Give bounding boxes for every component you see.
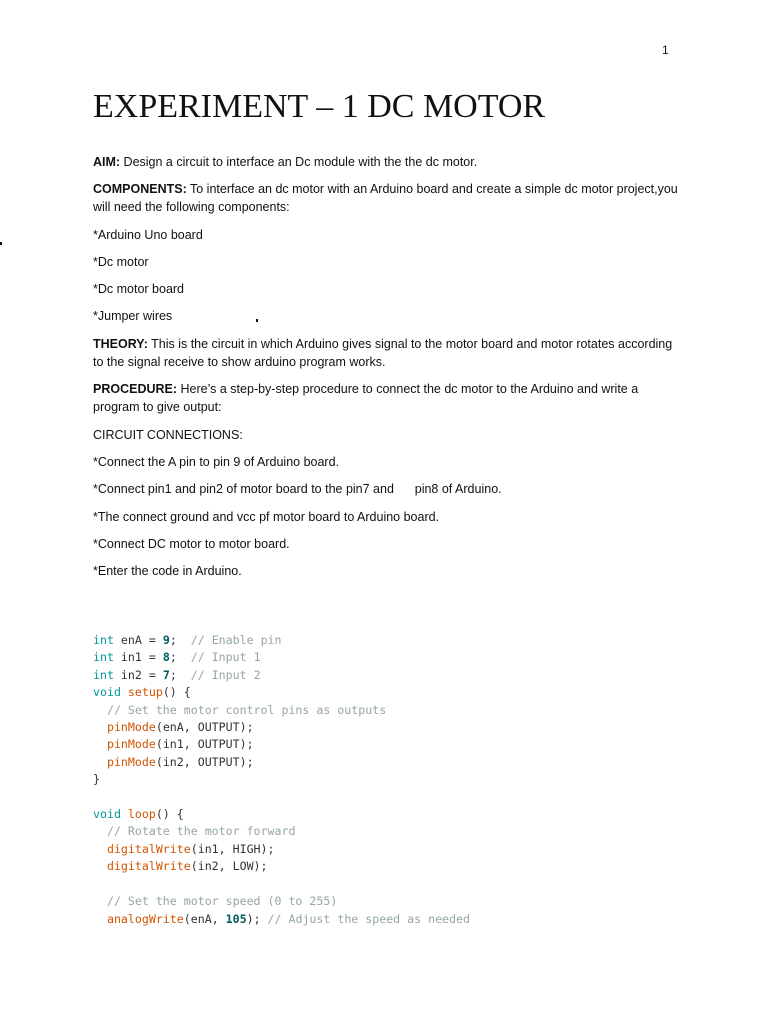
- component-item: *Jumper wires: [93, 309, 173, 323]
- aim-text: Design a circuit to interface an Dc module with the the dc motor.: [120, 155, 478, 169]
- connection-step: *Connect the A pin to pin 9 of Arduino board.: [93, 455, 340, 469]
- stray-dot: [256, 319, 258, 322]
- aim-label: AIM:: [93, 155, 121, 169]
- code-line: int enA = 9; // Enable pin: [93, 633, 282, 647]
- circuit-connections-heading: CIRCUIT CONNECTIONS:: [93, 428, 243, 442]
- code-line: void loop() {: [93, 807, 184, 822]
- component-item: *Arduino Uno board: [93, 228, 203, 242]
- component-item: *Dc motor: [93, 255, 149, 269]
- code-line: // Set the motor control pins as outputs: [106, 702, 387, 717]
- connection-step: *The connect ground and vcc pf motor board to Arduino board.: [93, 510, 440, 524]
- procedure-paragraph: [93, 380, 683, 416]
- theory-paragraph: [93, 335, 683, 371]
- components-text: To interface an dc motor with an Arduino board and create a simple dc motor project,you will need the following components:: [93, 182, 678, 214]
- code-line: pinMode(enA, OUTPUT);: [106, 720, 254, 735]
- page-number: 1: [662, 43, 669, 57]
- procedure-text: Here’s a step-by-step procedure to connect the dc motor to the Arduino and write a program to give output:: [93, 382, 639, 414]
- code-line: int in2 = 7; // Input 2: [93, 667, 261, 682]
- page-title: EXPERIMENT – 1 DC MOTOR: [93, 88, 546, 125]
- code-line: void setup() {: [93, 685, 191, 700]
- stray-dot: [0, 242, 2, 245]
- code-line: analogWrite(enA, 105); // Adjust the speed as needed: [106, 911, 470, 926]
- procedure-label: PROCEDURE:: [93, 382, 178, 396]
- code-line: pinMode(in1, OUTPUT);: [106, 737, 254, 752]
- components-paragraph: [93, 180, 683, 216]
- code-line: int in1 = 8; // Input 1: [93, 650, 261, 665]
- connection-step: *Enter the code in Arduino.: [93, 564, 242, 578]
- connection-step: *Connect pin1 and pin2 of motor board to the pin7 and pin8 of Arduino.: [93, 482, 502, 496]
- code-line: // Rotate the motor forward: [106, 824, 296, 839]
- aim-paragraph: [93, 153, 683, 171]
- code-line: // Set the motor speed (0 to 255): [106, 894, 338, 909]
- components-label: COMPONENTS:: [93, 182, 187, 196]
- code-line: digitalWrite(in1, HIGH);: [106, 841, 275, 856]
- theory-label: THEORY:: [93, 337, 148, 351]
- code-line: digitalWrite(in2, LOW);: [106, 859, 268, 874]
- theory-text: This is the circuit in which Arduino gives signal to the motor board and motor rotates according to the signal receive to show arduino program works.: [93, 337, 673, 369]
- connection-step: *Connect DC motor to motor board.: [93, 537, 290, 551]
- component-item: *Dc motor board: [93, 282, 185, 296]
- code-block: [93, 632, 470, 928]
- code-line: pinMode(in2, OUTPUT);: [106, 754, 254, 769]
- code-line: }: [93, 772, 100, 787]
